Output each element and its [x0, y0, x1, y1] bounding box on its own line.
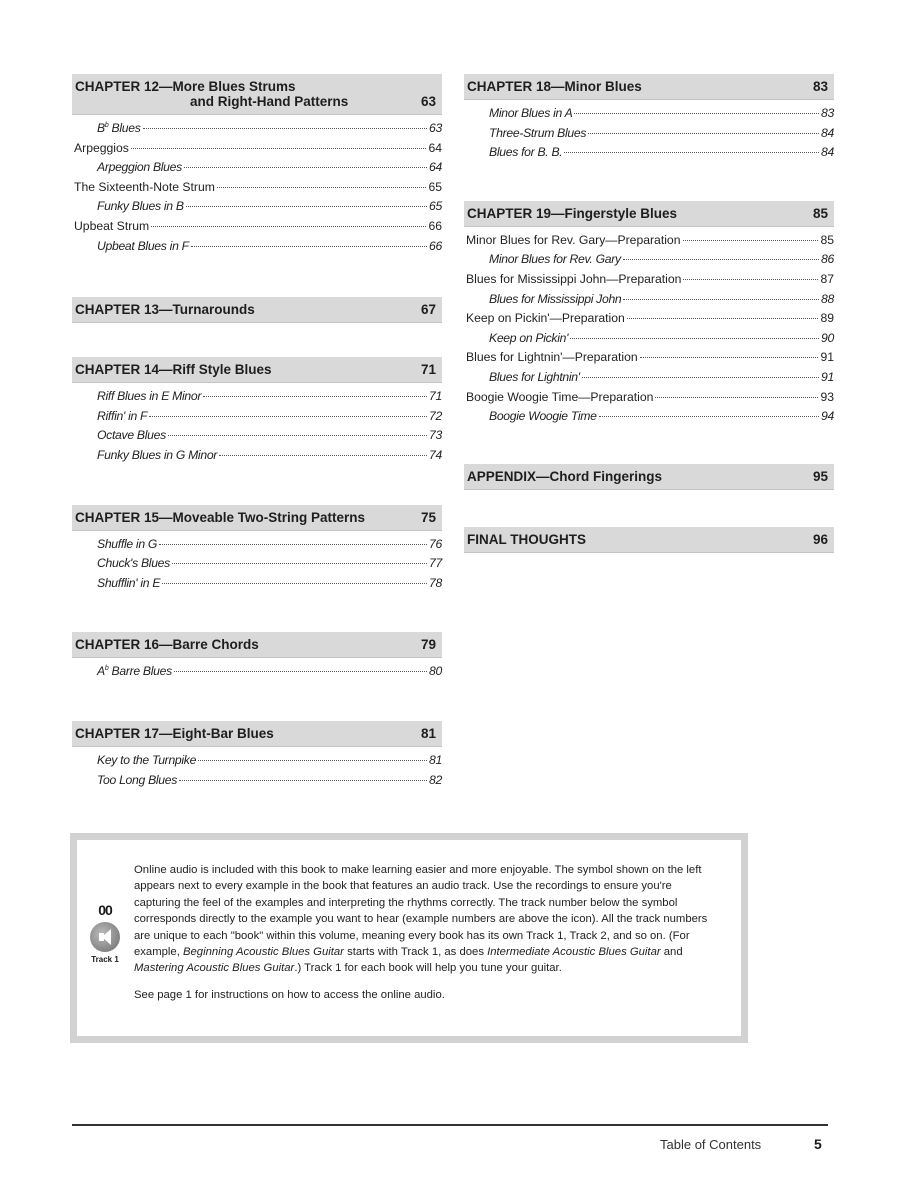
toc-entry-label: Upbeat Strum	[74, 218, 150, 233]
chapter-entry-list	[72, 531, 442, 594]
chapter-heading[interactable]	[72, 721, 442, 747]
toc-entry[interactable]	[464, 104, 834, 124]
chapter-title-line: CHAPTER 15—Moveable Two-String Patterns	[75, 509, 366, 525]
chapter-page-number: 96	[812, 531, 828, 547]
toc-entry[interactable]	[464, 270, 834, 290]
toc-entry-page: 76	[429, 536, 442, 551]
toc-right-column	[464, 74, 834, 553]
chapter-heading[interactable]	[464, 74, 834, 100]
dot-leader	[172, 563, 427, 564]
chapter-heading[interactable]	[72, 297, 442, 323]
dot-leader	[570, 338, 819, 339]
toc-entry-label: Boogie Woogie Time—Preparation	[466, 389, 654, 404]
toc-entry-label: Octave Blues	[97, 428, 166, 443]
toc-entry-page: 85	[820, 232, 834, 247]
toc-entry-page: 93	[820, 389, 834, 404]
toc-entry-label: Three-Strum Blues	[489, 125, 587, 140]
toc-chapter	[72, 74, 442, 256]
toc-chapter	[464, 464, 834, 490]
toc-entry[interactable]	[464, 309, 834, 329]
chapter-title	[75, 637, 259, 652]
toc-entry-label: The Sixteenth-Note Strum	[74, 179, 215, 194]
toc-entry-label: $A^b$ Barre Blues	[97, 664, 172, 679]
toc-entry[interactable]	[72, 407, 442, 427]
speaker-icon	[90, 922, 120, 952]
toc-entry[interactable]	[72, 771, 442, 791]
chapter-entry-list	[72, 658, 442, 682]
dot-leader	[599, 416, 819, 417]
dot-leader	[198, 760, 427, 761]
chapter-entry-list	[464, 100, 834, 163]
chapter-title-line: CHAPTER 12—More Blues Strums	[75, 79, 296, 94]
book-title: Intermediate Acoustic Blues Guitar	[487, 946, 661, 959]
book-title: Mastering Acoustic Blues Guitar	[134, 962, 295, 975]
toc-entry-page: 66	[429, 238, 442, 253]
chapter-heading[interactable]	[464, 464, 834, 490]
dot-leader	[683, 240, 819, 241]
toc-chapter	[72, 505, 442, 594]
dot-leader	[143, 128, 428, 129]
dot-leader	[588, 133, 819, 134]
chapter-entry-list	[72, 115, 442, 256]
toc-entry-page: 84	[821, 125, 834, 140]
toc-entry-page: 64	[429, 160, 442, 175]
toc-entry[interactable]	[72, 426, 442, 446]
chapter-page-number: 71	[420, 362, 436, 378]
footer-section-title: Table of Contents	[660, 1137, 762, 1152]
chapter-title	[75, 302, 255, 317]
dot-leader	[623, 259, 819, 260]
toc-entry-label: Upbeat Blues in F	[97, 238, 189, 253]
toc-entry-page: 66	[428, 218, 442, 233]
chapter-title-line: CHAPTER 16—Barre Chords	[75, 637, 259, 653]
dot-leader	[564, 152, 819, 153]
chapter-title-line: FINAL THOUGHTS	[467, 531, 586, 547]
toc-chapter	[464, 527, 834, 553]
toc-entry-label: Blues for Lightnin'—Preparation	[466, 350, 638, 365]
toc-entry-page: 72	[429, 408, 442, 423]
chapter-page-number: 85	[812, 205, 828, 221]
chapter-heading[interactable]	[72, 632, 442, 658]
toc-entry[interactable]	[72, 751, 442, 771]
dot-leader	[179, 780, 427, 781]
chapter-page-number: 83	[812, 79, 828, 94]
toc-entry-page: 65	[429, 199, 442, 214]
toc-entry-page: 89	[820, 311, 834, 326]
dot-leader	[131, 148, 427, 149]
track-label: Track 1	[91, 955, 119, 964]
dot-leader	[184, 167, 427, 168]
chapter-page-number: 63	[420, 94, 436, 109]
toc-entry[interactable]	[464, 388, 834, 408]
chapter-title	[75, 79, 348, 109]
toc-entry-label: Minor Blues for Rev. Gary	[489, 252, 621, 267]
toc-entry[interactable]	[72, 158, 442, 178]
dot-leader	[149, 416, 427, 417]
toc-chapter	[72, 721, 442, 790]
toc-entry[interactable]	[72, 197, 442, 217]
toc-entry-label: Keep on Pickin'	[489, 330, 569, 345]
audio-access-paragraph: See page 1 for instructions on how to access the online audio.	[134, 988, 445, 1001]
toc-entry-page: 88	[821, 291, 834, 306]
dot-leader	[640, 357, 819, 358]
toc-chapter	[72, 297, 442, 323]
toc-entry-label: Minor Blues for Rev. Gary—Preparation	[466, 232, 681, 247]
chapter-title-line: CHAPTER 14—Riff Style Blues	[75, 362, 272, 378]
toc-entry-page: 82	[429, 772, 442, 787]
toc-chapter	[72, 632, 442, 682]
dot-leader	[219, 455, 427, 456]
audio-info-text	[134, 862, 714, 1003]
toc-entry-page: 90	[821, 330, 834, 345]
toc-entry[interactable]	[72, 662, 442, 682]
toc-entry[interactable]	[464, 290, 834, 310]
toc-entry-page: 94	[821, 409, 834, 424]
dot-leader	[203, 396, 427, 397]
chapter-title	[75, 510, 365, 525]
toc-chapter	[72, 357, 442, 465]
toc-entry-label: Blues for Mississippi John	[489, 291, 622, 306]
toc-entry[interactable]	[72, 446, 442, 466]
toc-entry-label: Riff Blues in E Minor	[97, 389, 202, 404]
chapter-heading[interactable]	[464, 201, 834, 227]
toc-entry-label: Blues for Mississippi John—Preparation	[466, 271, 682, 286]
toc-entry-page: 84	[821, 145, 834, 160]
chapter-title	[75, 362, 272, 377]
dot-leader	[217, 187, 427, 188]
toc-entry-page: 86	[821, 252, 834, 267]
toc-entry[interactable]	[72, 119, 442, 139]
toc-entry[interactable]	[464, 348, 834, 368]
chapter-title-line: CHAPTER 17—Eight-Bar Blues	[75, 725, 274, 741]
dot-leader	[582, 377, 819, 378]
toc-entry-label: Boogie Woogie Time	[489, 409, 597, 424]
toc-entry-label: Arpeggion Blues	[97, 160, 182, 175]
chapter-title	[467, 79, 642, 94]
chapter-heading[interactable]	[72, 357, 442, 383]
toc-entry-label: Shufflin' in E	[97, 575, 161, 590]
dot-leader	[655, 397, 818, 398]
toc-entry-page: 78	[429, 575, 442, 590]
toc-entry-page: 81	[429, 752, 442, 767]
chapter-title-line: CHAPTER 19—Fingerstyle Blues	[467, 205, 678, 221]
chapter-page-number: 75	[420, 509, 436, 525]
toc-entry-label: Chuck's Blues	[97, 556, 170, 571]
dot-leader	[162, 583, 427, 584]
toc-entry-label: $B^b$ Blues	[97, 121, 141, 135]
chapter-title	[467, 469, 662, 484]
chapter-heading[interactable]	[72, 505, 442, 531]
toc-entry[interactable]	[72, 178, 442, 198]
dot-leader	[191, 246, 427, 247]
toc-entry-page: 77	[429, 556, 442, 571]
audio-info-inner	[77, 840, 741, 1036]
toc-entry-label: Riffin' in F	[97, 408, 148, 423]
toc-entry-page: 91	[821, 369, 834, 384]
chapter-title	[467, 206, 677, 221]
toc-entry-page: 87	[820, 271, 834, 286]
toc-entry-label: Shuffle in G	[97, 536, 158, 551]
toc-entry[interactable]	[464, 368, 834, 388]
toc-entry-page: 83	[821, 106, 834, 120]
toc-entry-label: Funky Blues in G Minor	[97, 447, 218, 462]
chapter-title-line: and Right-Hand Patterns	[190, 94, 349, 109]
dot-leader	[574, 113, 819, 114]
toc-entry-label: Key to the Turnpike	[97, 752, 197, 767]
chapter-page-number: 81	[420, 725, 436, 741]
toc-entry-page: 71	[429, 389, 442, 404]
audio-info-box	[70, 833, 748, 1043]
dot-leader	[186, 206, 427, 207]
toc-entry-page: 63	[429, 121, 442, 135]
example-number: 00	[98, 902, 112, 918]
toc-entry-label: Too Long Blues	[97, 772, 178, 787]
dot-leader	[174, 671, 427, 672]
dot-leader	[683, 279, 818, 280]
toc-entry[interactable]	[72, 237, 442, 257]
dot-leader	[627, 318, 819, 319]
toc-entry-label: Blues for Lightnin'	[489, 369, 580, 384]
toc-entry[interactable]	[464, 407, 834, 427]
toc-entry-label: Minor Blues in A	[489, 106, 573, 120]
chapter-entry-list	[72, 747, 442, 790]
toc-entry-page: 80	[429, 664, 442, 679]
toc-chapter	[464, 201, 834, 427]
footer-divider	[72, 1124, 828, 1126]
toc-entry[interactable]	[464, 329, 834, 349]
chapter-title-line: APPENDIX—Chord Fingerings	[467, 468, 663, 484]
dot-leader	[151, 226, 426, 227]
toc-entry[interactable]	[464, 124, 834, 144]
dot-leader	[159, 544, 427, 545]
toc-entry[interactable]	[464, 143, 834, 163]
toc-entry-page: 91	[820, 350, 834, 365]
chapter-page-number: 79	[420, 637, 436, 653]
toc-entry-label: Funky Blues in B	[97, 199, 184, 214]
toc-entry-page: 65	[428, 179, 442, 194]
toc-entry[interactable]	[72, 574, 442, 594]
chapter-entry-list	[72, 383, 442, 465]
audio-info-paragraph: Online audio is included with this book to make learning easier and more enjoyable. The symbol shown on the left appears next to every example in the book that features an audio track. Use the recordings to ensure you're capturing the feel of the examples and interpreting the rhythms correctly. The track number below the symbol corresponds directly to the example you want to hear (example numbers are above the icon). All the track numbers are unique to each "book" within this volume, meaning every book has its own Track 1, Track 2, and so on. (For example, Beginning Acoustic Blues Guitar starts with Track 1, as does Intermediate Acoustic Blues Guitar and Mastering Acoustic Blues Guitar.) Track 1 for each book will help you tune your guitar.	[134, 864, 708, 975]
chapter-title	[75, 726, 274, 741]
toc-entry-label: Keep on Pickin'—Preparation	[466, 311, 625, 326]
toc-entry-page: 74	[429, 447, 442, 462]
chapter-entry-list	[464, 227, 834, 427]
chapter-title	[467, 532, 586, 547]
chapter-title-line: CHAPTER 18—Minor Blues	[467, 79, 642, 94]
dot-leader	[168, 435, 427, 436]
toc-entry[interactable]	[72, 139, 442, 159]
toc-entry-page: 64	[428, 140, 442, 155]
toc-entry[interactable]	[464, 231, 834, 251]
toc-entry-label: Blues for B. B.	[489, 145, 563, 160]
toc-entry-label: Arpeggios	[74, 140, 129, 155]
toc-entry[interactable]	[464, 250, 834, 270]
toc-entry[interactable]	[72, 217, 442, 237]
chapter-page-number: 67	[420, 302, 436, 318]
toc-entry[interactable]	[72, 535, 442, 555]
toc-entry[interactable]	[72, 554, 442, 574]
footer-page-number: 5	[814, 1136, 822, 1152]
chapter-title-line: CHAPTER 13—Turnarounds	[75, 302, 255, 318]
audio-track-icon-group	[85, 902, 125, 964]
book-title: Beginning Acoustic Blues Guitar	[182, 946, 344, 959]
toc-entry[interactable]	[72, 387, 442, 407]
toc-left-column	[72, 74, 442, 790]
chapter-heading[interactable]	[464, 527, 834, 553]
dot-leader	[623, 299, 819, 300]
toc-entry-page: 73	[429, 428, 442, 443]
chapter-page-number: 95	[812, 468, 828, 484]
toc-chapter	[464, 74, 834, 163]
chapter-heading[interactable]	[72, 74, 442, 115]
